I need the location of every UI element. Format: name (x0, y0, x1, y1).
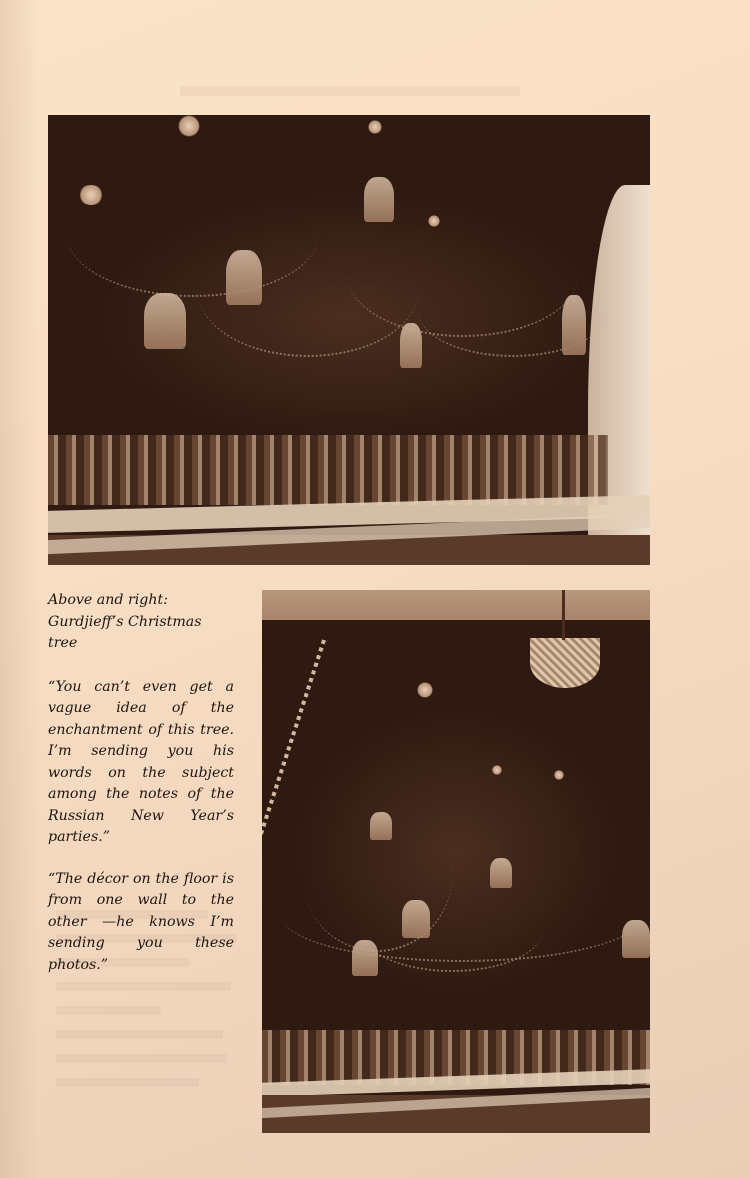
caption-label (48, 590, 234, 655)
caption-label-line1: Above and right: (48, 592, 168, 608)
page-shadow (0, 0, 40, 1178)
caption-label-line2: Gurdjieff’s Christmas tree (48, 613, 202, 651)
bleed-through-header (180, 86, 520, 96)
caption-quote-1: “You can’t even get a vague idea of the enchantment of this tree. I’m sending you his words on the subject among the notes of the Russian New Year’s parties.” (48, 678, 234, 845)
caption-quote-2: “The décor on the floor is from one wall to the other —he knows I’m sending you these photos.” (48, 870, 234, 973)
photo-christmas-tree-right (262, 590, 650, 1133)
photo-christmas-tree-top (48, 115, 650, 565)
chandelier (530, 638, 600, 688)
photo-caption (48, 590, 234, 996)
